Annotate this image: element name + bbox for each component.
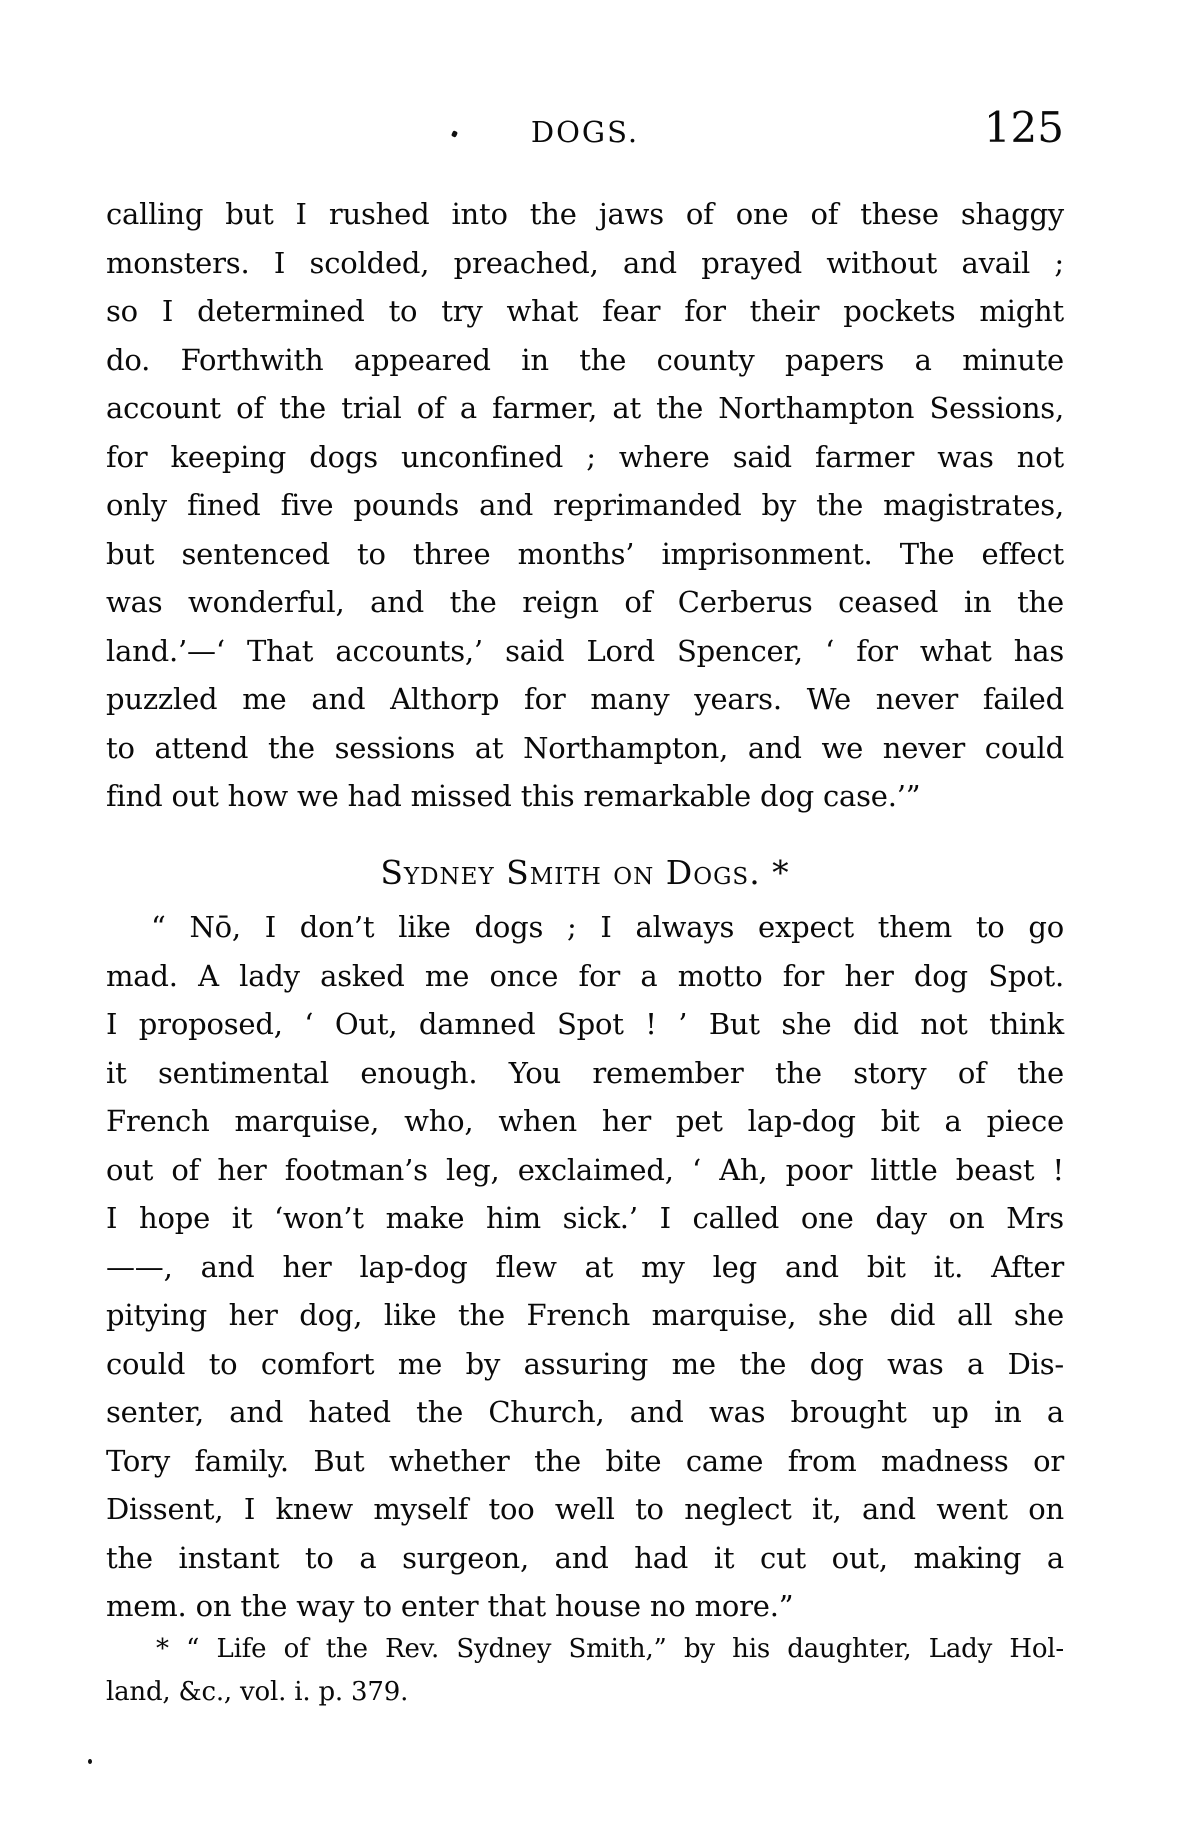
text-line: I proposed, ‘ Out, damned Spot ! ’ But she did not think <box>106 1007 1064 1041</box>
text-line: so I determined to try what fear for their pockets might <box>106 294 1064 328</box>
text-line: only fined five pounds and reprimanded by the magistrates, <box>106 488 1064 522</box>
paragraph-continuation <box>106 190 1064 821</box>
text-line: was wonderful, and the reign of Cerberus ceased in the <box>106 585 1064 619</box>
text-line: senter, and hated the Church, and was brought up in a <box>106 1395 1064 1429</box>
text-line: monsters. I scolded, preached, and prayed without avail ; <box>106 245 1064 280</box>
text-line: ——, and her lap-dog flew at my leg and bit it. After <box>106 1249 1064 1284</box>
paragraph-sydney-smith <box>106 903 1064 1631</box>
text-line: I hope it ‘won’t make him sick.’ I called one day on Mrs <box>106 1201 1064 1235</box>
text-line: land, &c., vol. i. p. 379. <box>106 1677 409 1707</box>
text-line: Tory family. But whether the bite came from madness or <box>106 1443 1064 1478</box>
text-line: mad. A lady asked me once for a motto for her dog Spot. <box>106 958 1064 993</box>
section-heading: Sydney Smith on Dogs. * <box>380 853 790 892</box>
text-line: * “ Life of the Rev. Sydney Smith,” by his daughter, Lady Hol- <box>156 1634 1064 1664</box>
text-line: to attend the sessions at Northampton, and we never could <box>106 730 1064 765</box>
text-line: do. Forthwith appeared in the county papers a minute <box>106 342 1064 377</box>
text-line: it sentimental enough. You remember the story of the <box>106 1055 1064 1090</box>
text-line: for keeping dogs unconfined ; where said farmer was not <box>106 439 1064 474</box>
text-line: French marquise, who, when her pet lap-dog bit a piece <box>106 1104 1064 1138</box>
footnote <box>106 1628 1064 1714</box>
text-line: calling but I rushed into the jaws of one of these shaggy <box>106 197 1064 231</box>
text-line: pitying her dog, like the French marquise, she did all she <box>106 1298 1064 1332</box>
text-line: the instant to a surgeon, and had it cut out, making a <box>106 1540 1064 1575</box>
print-speck <box>88 1759 92 1764</box>
text-column <box>106 0 1064 1846</box>
text-line: “ Nō, I don’t like dogs ; I always expect them to go <box>151 910 1064 944</box>
text-line: find out how we had missed this remarkable dog case.’” <box>106 779 921 813</box>
running-title: DOGS. <box>530 115 640 149</box>
text-line: puzzled me and Althorp for many years. We never failed <box>106 682 1064 716</box>
text-line: land.’—‘ That accounts,’ said Lord Spencer, ‘ for what has <box>106 633 1064 668</box>
text-line: Dissent, I knew myself too well to neglect it, and went on <box>106 1492 1064 1526</box>
text-line: out of her footman’s leg, exclaimed, ‘ Ah, poor little beast ! <box>106 1152 1064 1187</box>
text-line: mem. on the way to enter that house no more.” <box>106 1589 794 1623</box>
page-number: 125 <box>983 103 1064 152</box>
text-line: could to comfort me by assuring me the dog was a Dis- <box>106 1346 1064 1381</box>
text-line: but sentenced to three months’ imprisonment. The effect <box>106 536 1064 571</box>
text-line: account of the trial of a farmer, at the Northampton Sessions, <box>106 391 1064 425</box>
